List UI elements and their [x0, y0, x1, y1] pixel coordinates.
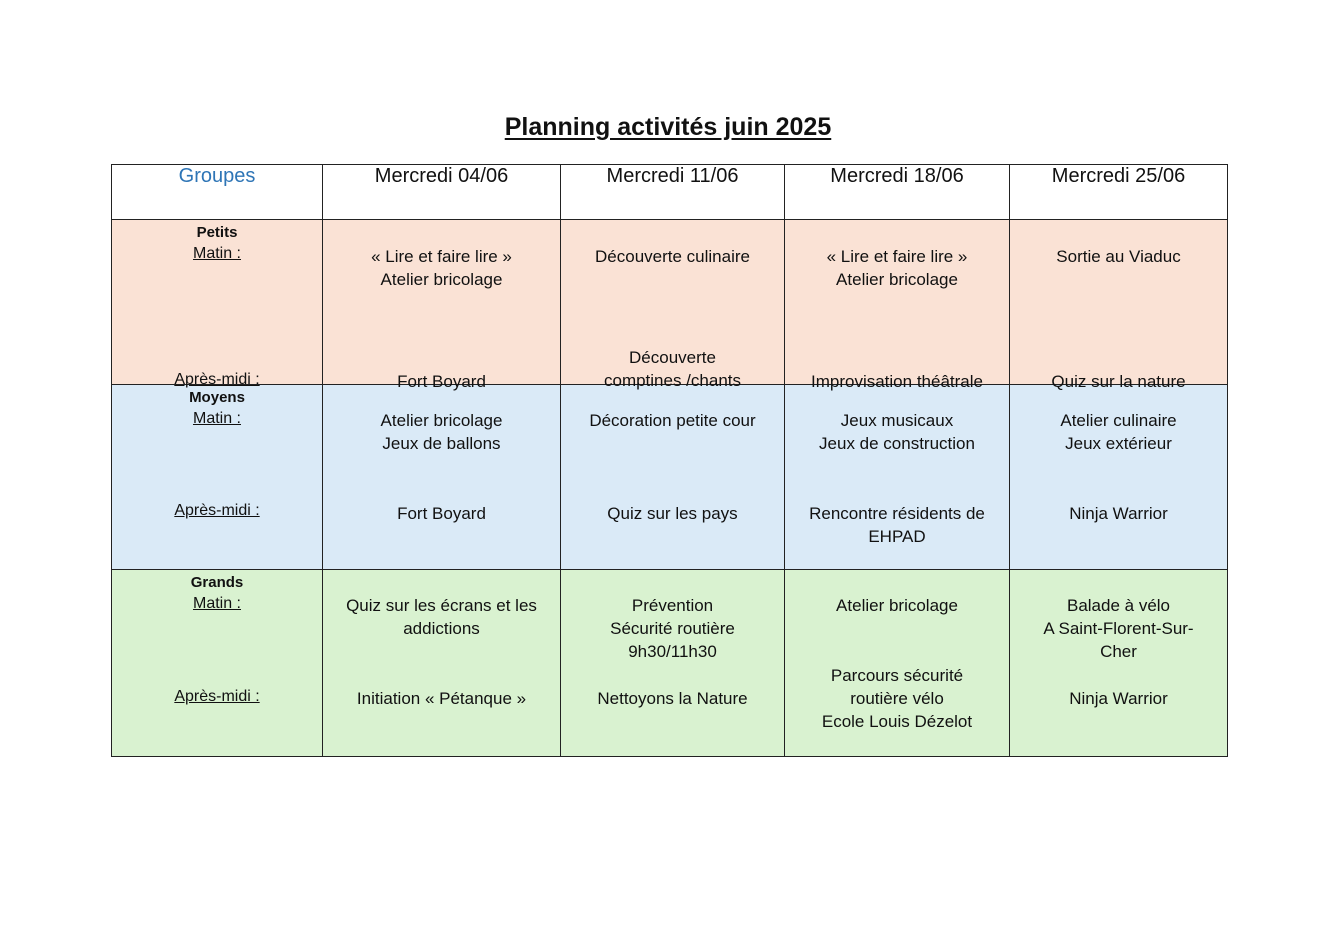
apres-midi-activities: [565, 687, 780, 710]
matin-activities: [327, 409, 556, 455]
apres-midi-activities: [327, 687, 556, 710]
activity-line: Initiation « Pétanque »: [356, 689, 527, 708]
activity-cell: [323, 570, 561, 757]
matin-activities: [789, 245, 1005, 291]
activity-line: Sortie au Viaduc: [1056, 247, 1181, 266]
activity-cell: [785, 570, 1010, 757]
activity-line: Atelier bricolage: [380, 411, 503, 430]
apres-midi-label: Après-midi :: [174, 688, 260, 705]
matin-activities: [789, 594, 1005, 617]
activity-cell: [1010, 220, 1228, 391]
header-date: Mercredi 04/06: [323, 165, 561, 220]
matin-activities: [565, 594, 780, 663]
activity-line: Balade à vélo: [1066, 596, 1171, 615]
apres-midi-activities: [565, 502, 780, 525]
matin-activities: [565, 409, 780, 432]
activity-line: Atelier bricolage: [380, 270, 503, 289]
group-cell: [112, 220, 323, 388]
activity-line: Fort Boyard: [397, 372, 486, 391]
planning-table: [111, 164, 1228, 757]
activity-line: Découverte: [629, 348, 716, 367]
matin-activities: [1014, 409, 1223, 455]
activity-line: addictions: [403, 619, 480, 638]
activity-line: « Lire et faire lire »: [826, 247, 968, 266]
activity-line: comptines /chants: [603, 371, 741, 390]
activity-cell: [785, 220, 1010, 391]
group-cell: [112, 570, 323, 757]
activity-line: Jeux extérieur: [1065, 434, 1172, 453]
header-row: [112, 165, 1228, 220]
page-title: Planning activités juin 2025: [504, 113, 832, 141]
activity-line: A Saint-Florent-Sur-: [1043, 619, 1194, 638]
activity-line: Découverte culinaire: [595, 247, 750, 266]
matin-label: Matin :: [192, 410, 241, 427]
matin-activities: [1014, 245, 1223, 268]
activity-line: Cher: [1100, 642, 1137, 661]
matin-label: Matin :: [192, 245, 241, 262]
activity-line: Atelier bricolage: [836, 596, 958, 615]
activity-line: 9h30/11h30: [628, 642, 717, 661]
activity-cell: [561, 385, 785, 570]
apres-midi-activities: [327, 502, 556, 525]
activity-line: Jeux musicaux: [840, 411, 954, 430]
apres-midi-activities: [1014, 502, 1223, 525]
activity-line: Ninja Warrior: [1069, 689, 1168, 708]
header-date: Mercredi 18/06: [785, 165, 1010, 220]
apres-midi-label: Après-midi :: [174, 371, 260, 388]
activity-cell: [561, 220, 785, 390]
header-date: Mercredi 11/06: [561, 165, 785, 220]
activity-line: Quiz sur la nature: [1051, 372, 1186, 391]
apres-midi-label: Après-midi :: [174, 502, 260, 519]
activity-line: Atelier bricolage: [836, 270, 958, 289]
apres-midi-activities: [789, 664, 1005, 733]
activity-line: Atelier culinaire: [1060, 411, 1177, 430]
activity-cell: [323, 220, 561, 391]
activity-line: Rencontre résidents de: [809, 504, 985, 523]
activity-line: Jeux de ballons: [382, 434, 501, 453]
group-name: Moyens: [189, 389, 245, 406]
group-cell: [112, 385, 323, 570]
group-row-grands: [112, 570, 1228, 757]
activity-line: Ecole Louis Dézelot: [821, 712, 973, 731]
matin-activities: [789, 409, 1005, 455]
activity-line: Parcours sécurité: [830, 666, 964, 685]
activity-line: routière vélo: [850, 689, 944, 708]
group-name: Petits: [196, 224, 238, 241]
matin-activities: [565, 245, 780, 268]
activity-line: Fort Boyard: [397, 504, 486, 523]
activity-line: Décoration petite cour: [589, 411, 756, 430]
matin-activities: [327, 245, 556, 291]
matin-activities: [327, 594, 556, 640]
activity-cell: [1010, 385, 1228, 570]
apres-midi-activities: [1014, 687, 1223, 710]
header-date: Mercredi 25/06: [1010, 165, 1228, 220]
activity-cell: [785, 385, 1010, 570]
activity-line: EHPAD: [868, 527, 926, 546]
apres-midi-activities: [789, 502, 1005, 548]
group-name: Grands: [190, 574, 244, 591]
activity-cell: [561, 570, 785, 757]
matin-activities: [1014, 594, 1223, 663]
group-row-petits: [112, 220, 1228, 385]
activity-cell: [1010, 570, 1228, 757]
activity-line: Sécurité routière: [610, 619, 735, 638]
activity-line: Quiz sur les écrans et les: [346, 596, 537, 615]
activity-line: Prévention: [631, 596, 714, 615]
activity-line: « Lire et faire lire »: [371, 247, 512, 266]
group-row-moyens: [112, 385, 1228, 570]
activity-line: Jeux de construction: [819, 434, 975, 453]
header-groups: Groupes: [112, 165, 323, 220]
activity-line: Ninja Warrior: [1069, 504, 1168, 523]
activity-line: Improvisation théâtrale: [811, 372, 983, 391]
activity-cell: [323, 385, 561, 570]
activity-line: Nettoyons la Nature: [597, 689, 748, 708]
matin-label: Matin :: [192, 595, 241, 612]
activity-line: Quiz sur les pays: [607, 504, 738, 523]
